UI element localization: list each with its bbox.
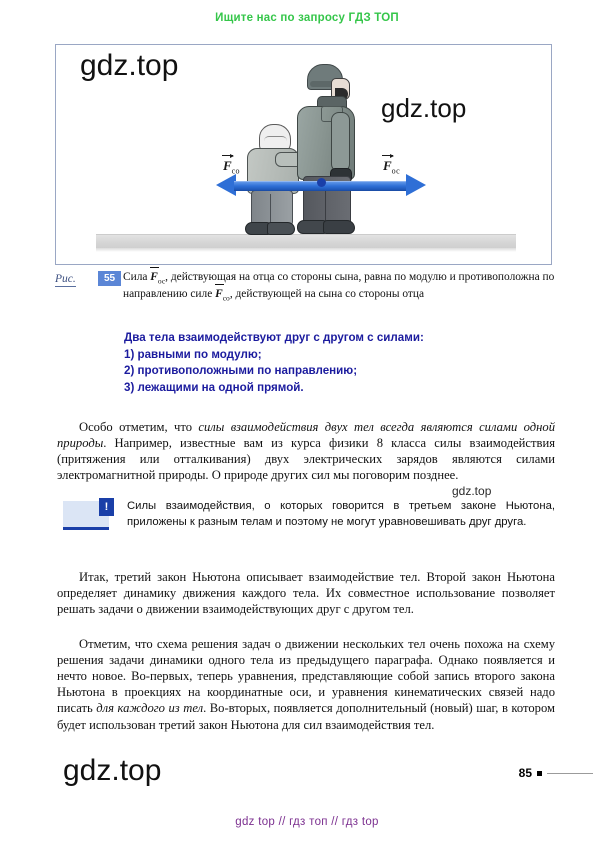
figure-watermark-right: gdz.top <box>381 93 467 123</box>
page-number-rule <box>547 773 593 774</box>
figure-illustration <box>55 44 552 265</box>
figure-caption-text <box>123 271 555 305</box>
arrow-head-right-icon <box>406 174 426 196</box>
body-paragraph-1 <box>57 419 555 484</box>
force-left-symbol: F <box>223 158 232 174</box>
force-left-subscript: со <box>231 167 240 176</box>
note-attention-icon <box>63 501 109 530</box>
note-text: Силы взаимодействия, о которых говорится в третьем законе Ньютона, приложены к разным телам и поэтому не могут уравновешивать друг друга. <box>127 500 555 528</box>
p1-seg-b: . Например, известные вам из курса физики 8 класса силы взаимодействия (притяжения или отталкивания) двух электрических зарядов являются силами электромагнитной природы. О природе других сил мы поговорим позднее. <box>57 435 555 483</box>
force-label-right <box>383 158 400 176</box>
father-and-son-figures <box>231 56 411 236</box>
p4-seg-b: . Во-вторых, появляется дополнительный (новый) шаг, в котором будет использован третий закон Ньютона для сил взаимодействия тел. <box>57 701 555 732</box>
force-right-subscript: ос <box>391 167 401 176</box>
inline-watermark: gdz.top <box>452 484 492 498</box>
body-paragraph-2: Итак, третий закон Ньютона описывает взаимодействие тел. Второй закон Ньютона определяет динамику движения каждого тела. Их совместное использование позволяет решать задачи о движении взаимодействующих друг с другом тел. <box>57 569 555 616</box>
caption-seg-1: Сила <box>123 271 151 283</box>
caption-seg-3: и противоположна по направлению силе <box>123 271 555 300</box>
caption-force-2: F <box>215 287 223 300</box>
force-arrow-double-headed <box>216 174 426 196</box>
force-label-left <box>223 158 240 176</box>
force-right-symbol: F <box>383 158 392 174</box>
bottom-watermark-large: gdz.top <box>63 754 162 787</box>
father-shoe-right <box>323 220 355 234</box>
ground-surface <box>96 234 516 248</box>
caption-seg-4: , действующей <box>229 287 302 300</box>
body-paragraph-3 <box>57 636 555 733</box>
caption-seg-2: , действующая на отца со стороны сына, равна по модулю <box>165 271 447 283</box>
caption-force-1: F <box>150 271 158 283</box>
p1-emphasis: силы взаимодействия двух тел всегда являются силами одной природы <box>57 419 555 450</box>
contact-point-marker <box>317 178 326 187</box>
exclamation-icon: ! <box>99 498 114 516</box>
father-figure <box>291 64 363 236</box>
p4-seg-a: Отметим, что схема решения задач о движении нескольких тел очень похожа на схему решения задачи динамики одного тела из предыдущего параграфа. Однако появляется и нечто новое. Во-первых, теперь уравнения, представляющие собой запись второго закона Ньютона в проекциях на координатные оси, и уравнения кинематических связей надо писать <box>57 636 555 716</box>
key-statement-item-3: 3) лежащими на одной прямой. <box>124 380 304 394</box>
caption-force-1-sub: ос <box>157 276 166 286</box>
caption-seg-5: на сына со стороны отца <box>304 287 425 300</box>
caption-force-2-sub: со <box>222 293 230 303</box>
arrow-head-left-icon <box>216 174 236 196</box>
father-arm <box>331 112 350 172</box>
key-statement-block <box>124 330 544 396</box>
figure-number-badge: 55 <box>98 271 121 286</box>
p1-seg-a: Особо отметим, что <box>79 419 199 434</box>
bottom-watermark-line: gdz top // гдз топ // гдз top <box>235 816 379 828</box>
p4-emphasis: для каждого из тел <box>96 701 204 716</box>
figure-watermark-left: gdz.top <box>80 49 179 82</box>
top-watermark: Ищите нас по запросу ГДЗ ТОП <box>215 12 399 24</box>
page-number: 85 <box>518 766 532 780</box>
page-number-group <box>519 766 593 780</box>
key-statement-item-2: 2) противоположными по направлению; <box>124 364 358 377</box>
page-number-square <box>537 771 542 776</box>
key-statement-heading: Два тела взаимодействуют друг с другом с силами: <box>124 331 424 344</box>
figure-label: Рис. <box>55 273 76 285</box>
key-statement-item-1: 1) равными по модулю; <box>124 347 262 361</box>
